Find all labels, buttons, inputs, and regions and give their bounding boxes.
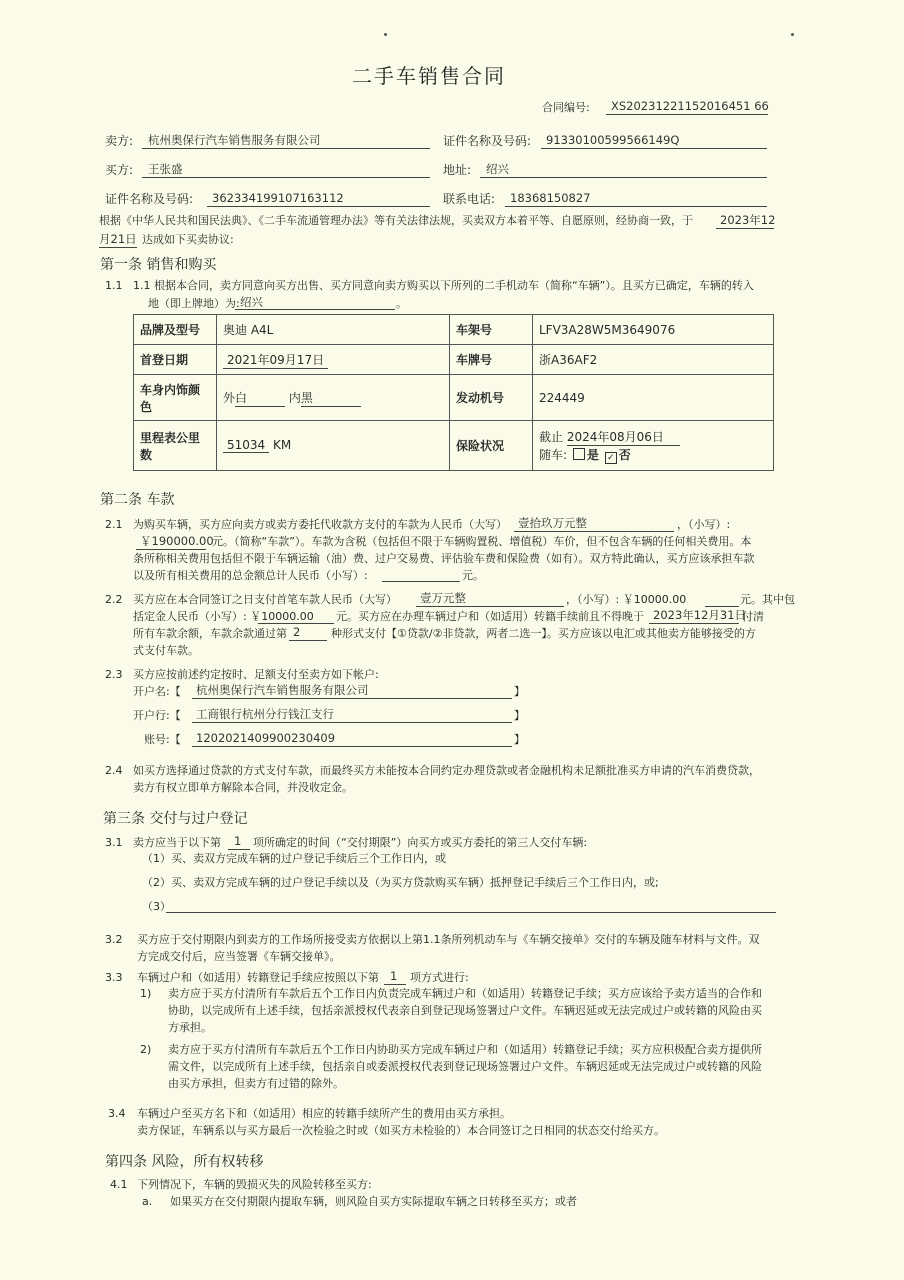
underline [192,722,512,723]
reg-date-value: 2021年09月17日 [223,351,328,369]
insurance-date: 2024年08月06日 [567,428,680,446]
clause-2-1-text: 为购买车辆，买方应向卖方或卖方委托代收款方支付的车款为人民币（大写） [133,518,507,531]
clause-1-1-line1: 1.1 根据本合同，卖方同意向买方出售、买方同意向卖方购买以下所列的二手机动车（简称“车辆”）。且买方已确定，车辆的转入 [133,279,754,292]
checkbox-checked-icon: ✓ [605,452,617,464]
item-number: 2) [140,1043,152,1056]
clause-2-1-text: ，（小写）: [677,518,731,531]
reg-date-label: 首登日期 [134,345,217,375]
transfer-way: 1 [390,969,398,983]
underline [289,640,327,641]
contract-title: 二手车销售合同 [352,64,506,88]
clause-3-3-item1: 卖方应于买方付清所有车款后五个工作日内负责完成车辆过户和（如适用）转籍登记手续；买方应该给予卖方适当的合作和 [168,987,762,1000]
seller-label: 卖方: [105,134,134,148]
intro-line1: 根据《中华人民共和国民法典》、《二手车流通管理办法》等有关法律法规，买卖双方本着平等、自愿原则，经协商一致，于 [99,214,693,227]
plate-value: 浙A36AF2 [533,345,774,375]
clause-number: 2.3 [105,668,123,681]
seller-name: 杭州奥保行汽车销售服务有限公司 [148,133,321,147]
seller-id: 91330100599566149Q [546,133,680,147]
underline [142,148,430,149]
underline [541,148,767,149]
seller-id-label: 证件名称及号码: [443,134,532,148]
phone-label: 联系电话: [443,192,496,206]
interior-color: 黑 [301,389,361,407]
delivery-option: 1 [234,834,242,848]
clause-2-1-text: 条所称相关费用包括但不限于车辆运输（油）费、过户交易费、评估验车费和保险费（如有）。双方特此确认，买方应该承担车款 [133,552,755,565]
bank-label: 开户行:【 [133,709,181,722]
section-2-heading: 第二条 车款 [100,492,175,508]
clause-3-4-text: 车辆过户至买方名下和（如适用）相应的转籍手续所产生的费用由买方承担。 [137,1107,511,1120]
yes-label: 是 [586,447,599,462]
address: 绍兴 [486,162,509,176]
clause-2-1-text: 以及所有相关费用的总金额总计人民币（小写）: [133,569,368,582]
section-4-heading: 第四条 风险，所有权转移 [105,1154,264,1170]
underline [514,531,674,532]
underline [649,623,739,624]
underline [416,606,564,607]
clause-2-1-text: 元。 [462,569,484,582]
insurance-label: 保险状况 [450,421,533,471]
section-3-heading: 第三条 交付与过户登记 [103,811,248,827]
account-name: 杭州奥保行汽车销售服务有限公司 [196,683,369,697]
clause-2-2-text: 付清 [742,610,764,623]
plate-label: 车牌号 [450,345,533,375]
mileage-value: 51034 [223,438,269,453]
clause-2-2-text: 元。其中包 [740,593,795,606]
underline [207,206,430,207]
underline [384,984,406,985]
clause-3-3-item2: 由买方承担，但卖方有过错的除外。 [168,1077,344,1090]
underline [142,177,430,178]
delivery-option-1: （1）买、卖双方完成车辆的过户登记手续后三个工作日内，或 [142,852,446,865]
due-date: 2023年12月31日 [653,608,747,622]
clause-3-1-text: 项所确定的时间（“交付期限”）向买方或买方委托的第三人交付车辆: [253,836,588,849]
scan-dot [791,33,794,36]
clause-2-2-text: 种形式支付【①贷款/②非贷款，两者二选一】。买方应该以电汇或其他卖方能够接受的方 [331,627,756,640]
price-number: ￥190000.00 [140,534,214,548]
price-uppercase: 壹拾玖万元整 [518,516,587,530]
clause-number: 2.4 [105,764,123,777]
clause-2-3-text: 买方应按前述约定按时、足额支付至卖方如下帐户: [133,668,379,681]
clause-3-3-item1: 协助，以完成所有上述手续，包括亲派授权代表亲自到登记现场签署过户文件。车辆迟延或无法完成过户或转籍的风险由买 [168,1004,762,1017]
underline [99,247,137,248]
underline [705,606,739,607]
account-no-label: 账号:【 [144,733,181,746]
mileage-cell [217,421,450,471]
underline [136,549,206,550]
clause-2-2-text: 括定金人民币（小写）: ￥10000.00 [133,610,314,623]
clause-3-3-item1: 方承担。 [168,1021,212,1034]
underline [258,623,334,624]
clause-number: 4.1 [110,1178,128,1191]
buyer-id: 362334199107163112 [212,191,344,205]
underline [716,228,774,229]
underline [480,177,767,178]
brand-label: 品牌及型号 [134,315,217,345]
contract-no-label: 合同编号: [542,101,590,114]
punctuation: 。 [396,297,407,310]
clause-4-1-text: 下列情况下，车辆的毁损灭失的风险转移至买方: [137,1178,372,1191]
vin-label: 车架号 [450,315,533,345]
clause-3-1-text: 卖方应当于以下第 [133,836,221,849]
account-name-label: 开户名:【 [133,685,181,698]
account-no: 1202021409900230409 [196,731,336,745]
intro-date-b: 月21日 [99,232,137,246]
intro-date-a: 2023年12 [720,213,776,227]
contract-no: XS20231221152016451 66 [611,99,769,113]
buyer-label: 买方: [105,163,134,177]
underline [505,206,767,207]
clause-number: 3.4 [108,1107,126,1120]
clause-2-2-text: 买方应在本合同签订之日支付首笔车款人民币（大写） [133,593,397,606]
color-cell [217,375,450,421]
clause-3-2-text: 方完成交付后，应当签署《车辆交接单》。 [137,950,341,963]
clause-2-4-text: 卖方有权立即单方解除本合同，并没收定金。 [133,781,353,794]
clause-number: 3.1 [105,836,123,849]
clause-3-4-text: 卖方保证，车辆系以与买方最后一次检验之时或（如买方未检验的）本合同签订之日相同的状态交付给买方。 [137,1124,665,1137]
clause-2-2-text: 式支付车款。 [133,644,199,657]
phone: 18368150827 [510,191,591,205]
underline [235,309,395,310]
delivery-option-3: （3） [142,900,171,913]
clause-1-1-line2: 地（即上牌地）为: [148,297,240,310]
exterior-color: 白 [235,389,285,407]
clause-2-2-text: 元。买方应在办理车辆过户和（如适用）转籍手续前且不得晚于 [336,610,644,623]
address-label: 地址: [443,163,472,177]
clause-3-3-text: 项方式进行: [410,971,469,984]
clause-number: 2.1 [105,518,123,531]
item-letter: a. [142,1195,153,1208]
clause-2-2-text: ，（小写）: ￥10000.00 [566,593,687,606]
reg-date-cell [217,345,450,375]
vehicle-info-table [133,314,774,471]
color-label: 车身内饰颜色 [134,375,217,421]
checkbox-unchecked-icon [573,448,585,460]
clause-2-4-text: 如买方选择通过贷款的方式支付车款，而最终买方未能按本合同约定办理贷款或者金融机构未足额批准买方申请的汽车消费贷款， [133,764,760,777]
clause-4-1-item-a: 如果买方在交付期限内提取车辆，则风险自买方实际提取车辆之日转移至买方；或者 [170,1195,577,1208]
with-car-label: 随车: [539,447,568,462]
bracket: 】 [514,709,525,722]
clause-number: 2.2 [105,593,123,606]
clause-3-3-item2: 需文件，以完成所有上述手续，包括亲自或委派授权代表到登记现场签署过户文件。车辆迟延或无法完成过户或转籍的风险 [168,1060,762,1073]
underline [192,746,512,747]
brand-value: 奥迪 A4L [217,315,450,345]
clause-3-3-text: 车辆过户和（如适用）转籍登记手续应按照以下第 [137,971,379,984]
scan-dot [384,33,387,36]
insurance-cell [533,421,774,471]
intro-line2: 达成如下买卖协议: [142,233,234,246]
clause-3-3-item2: 卖方应于买方付清所有车款后五个工作日内协助买方完成车辆过户和（如适用）转籍登记手续；买方应积极配合卖方提供所 [168,1043,762,1056]
bracket: 】 [514,733,525,746]
payment-way: 2 [293,625,301,639]
no-label: 否 [618,447,631,462]
item-number: 1) [140,987,152,1000]
exterior-label: 外 [223,390,236,405]
buyer-name: 王张盛 [148,162,183,176]
underline [228,849,250,850]
underline [606,114,768,115]
clause-number: 3.2 [105,933,123,946]
engine-value: 224449 [533,375,774,421]
clause-2-1-text: 元。（简称“车款”）。车款为含税（包括但不限于车辆购置税、增值税）车价，但不包含车辆的任何相关费用。本 [212,535,752,548]
engine-label: 发动机号 [450,375,533,421]
clause-2-2-text: 所有车款余额，车款余款通过第 [133,627,287,640]
section-1-heading: 第一条 销售和购买 [100,257,217,273]
vin-value: LFV3A28W5M3649076 [533,315,774,345]
bank-name: 工商银行杭州分行钱江支行 [196,707,334,721]
clause-number: 1.1 [105,279,123,292]
insurance-prefix: 截止 [539,429,564,444]
clause-3-2-text: 买方应于交付期限内到卖方的工作场所接受卖方依据以上第1.1条所列机动车与《车辆交接单》交付的车辆及随车材料与文件。双 [137,933,760,946]
delivery-option-2: （2）买、卖双方完成车辆的过户登记手续以及（为买方贷款购买车辆）抵押登记手续后三个工作日内，或; [142,876,659,889]
underline [166,912,776,913]
down-payment-uppercase: 壹万元整 [420,591,466,605]
underline [192,698,512,699]
underline [382,581,460,582]
buyer-id-label: 证件名称及号码: [105,192,194,206]
mileage-label: 里程表公里数 [134,421,217,471]
clause-number: 3.3 [105,971,123,984]
interior-label: 内 [288,390,301,405]
register-place: 绍兴 [240,295,263,309]
bracket: 】 [514,685,525,698]
mileage-unit: KM [273,438,292,452]
